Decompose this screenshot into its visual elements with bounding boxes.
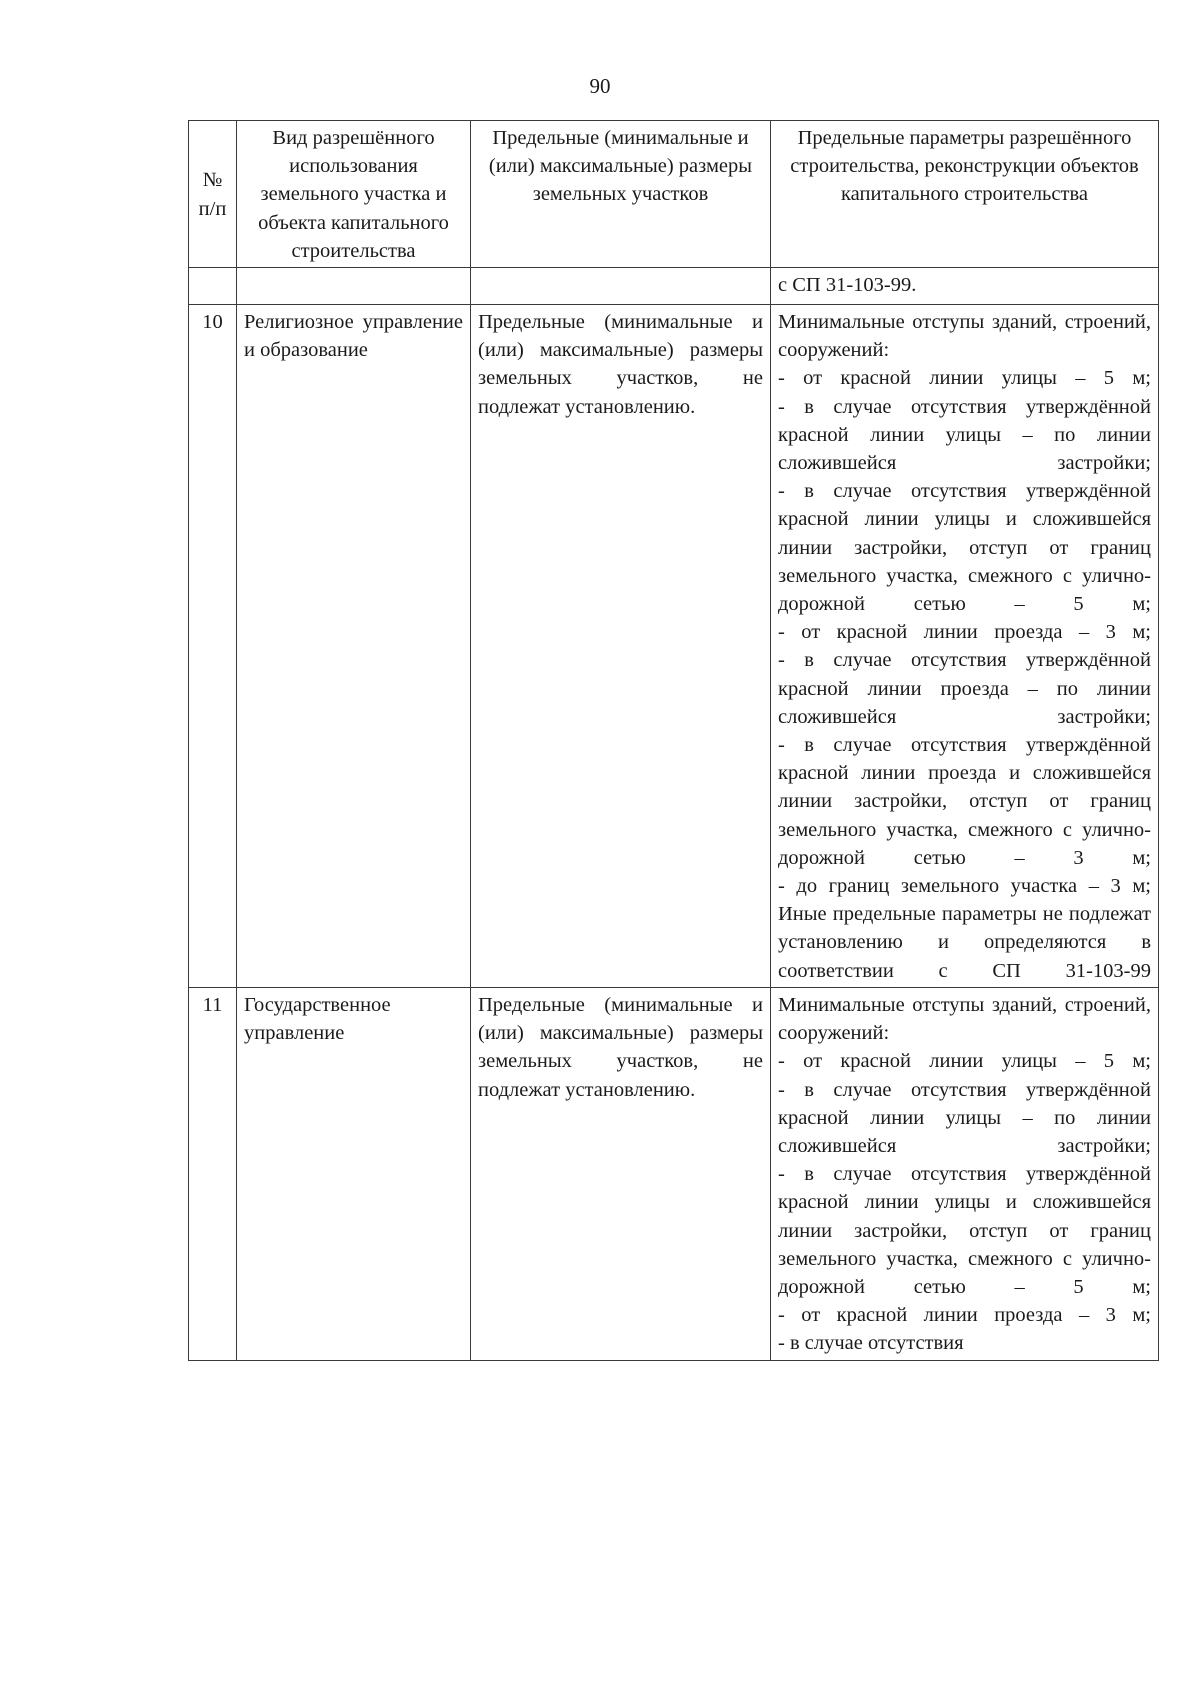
row-params [771,305,1159,988]
param-line: - в случае отсутствия утверждённой красной линии улицы и сложившейся линии застройки, отступ от границ земельного участка, смежного с улично-дорожной сетью – 5 м; [778,1163,1151,1298]
param-line: - в случае отсутствия утверждённой красной линии улицы – по линии сложившейся застройки; [778,1078,1151,1157]
table-row [189,987,1159,1360]
param-line: - в случае отсутствия утверждённой красной линии проезда – по линии сложившейся застройки; [778,649,1151,728]
continuation-num [189,268,237,305]
header-params: Предельные параметры разрешённого строительства, реконструкции объектов капитального строительства [771,121,1159,268]
page-number: 90 [589,74,611,98]
param-line: - от красной линии проезда – 3 м; [778,621,1151,644]
table-row [189,305,1159,988]
param-line: - от красной линии улицы – 5 м; [778,1050,1151,1073]
row-size: Предельные (минимальные и (или) максимальные) размеры земельных участков, не подлежат установлению. [471,987,771,1360]
param-line: - в случае отсутствия утверждённой красной линии проезда и сложившейся линии застройки, отступ от границ земельного участка, смежного с улично-дорожной сетью – 3 м; [778,734,1151,869]
row-params [771,987,1159,1360]
param-line: Иные предельные параметры не подлежат установлению и определяются в соответствии с СП 31-103-99 [778,903,1151,982]
param-line: - от красной линии проезда – 3 м; [778,1304,1151,1327]
header-num: № п/п [189,121,237,268]
continuation-size [471,268,771,305]
param-line: - в случае отсутствия [778,1332,964,1355]
continuation-row [189,268,1159,305]
param-line: - от красной линии улицы – 5 м; [778,367,1151,390]
row-num: 11 [189,987,237,1360]
param-line: - до границ земельного участка – 3 м; [778,875,1151,898]
row-kind: Государственное управление [237,987,471,1360]
row-size: Предельные (минимальные и (или) максимальные) размеры земельных участков, не подлежат установлению. [471,305,771,988]
param-line: Минимальные отступы зданий, строений, сооружений: [778,311,1151,362]
continuation-params: с СП 31-103-99. [771,268,1159,305]
param-line: - в случае отсутствия утверждённой красной линии улицы и сложившейся линии застройки, отступ от границ земельного участка, смежного с улично-дорожной сетью – 5 м; [778,480,1151,616]
header-kind: Вид разрешённого использования земельного участка и объекта капитального строительства [237,121,471,268]
continuation-kind [237,268,471,305]
param-line: - в случае отсутствия утверждённой красной линии улицы – по линии сложившейся застройки; [778,395,1151,475]
row-kind: Религиозное управление и образование [237,305,471,988]
table-header-row [189,121,1159,268]
row-num: 10 [189,305,237,988]
regulations-table [188,120,1159,1361]
header-size: Предельные (минимальные и (или) максимальные) размеры земельных участков [471,121,771,268]
param-line: Минимальные отступы зданий, строений, сооружений: [778,993,1151,1045]
